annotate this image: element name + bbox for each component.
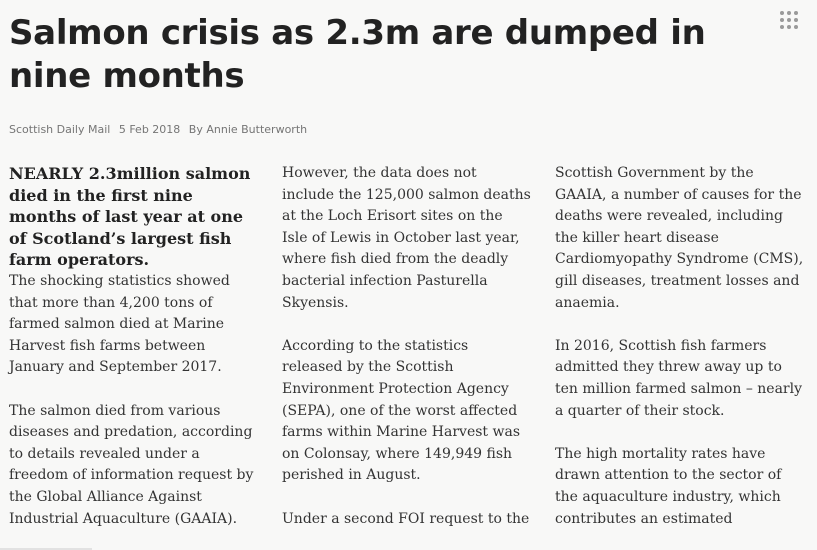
article-lead: NEARLY 2.3million salmon died in the first nine months of last year at one of Scotland’s largest fish farm operators.: [9, 164, 251, 270]
article-paragraph: The shocking statistics showed that more than 4,200 tons of farmed salmon died at Marine Harvest fish farms between January and September 2017.: [9, 272, 230, 376]
article-paragraph: In 2016, Scottish fish farmers admitted they threw away up to ten million farmed salmon – nearly a quarter of their stock.: [555, 337, 803, 419]
article-paragraph: Under a second FOI request to the: [282, 510, 530, 527]
article-column-3: [555, 163, 805, 530]
article-column-2: [282, 163, 532, 530]
author-name: By Annie Butterworth: [188, 123, 308, 136]
article-paragraph: The salmon died from various diseases and predation, according to details revealed under a freedom of information request by the Global Alliance Against Industrial Aquaculture (GAAIA).: [9, 402, 254, 527]
article-paragraph: However, the data does not include the 125,000 salmon deaths at the Loch Erisort sites on the Isle of Lewis in October last year, where fish died from the deadly bacterial infection Pasturella Skyensis.: [282, 165, 531, 311]
article-paragraph: Scottish Government by the GAAIA, a number of causes for the deaths were revealed, including the killer heart disease Cardiomyopathy Syndrome (CMS), gill diseases, treatment losses and anaemia.: [555, 165, 804, 311]
article-byline: [9, 123, 312, 136]
article-paragraph: The high mortality rates have drawn attention to the sector of the aquaculture industry, which contributes an estimated: [555, 445, 782, 527]
article-column-1: [9, 163, 259, 530]
source-name: Scottish Daily Mail: [9, 123, 111, 136]
article-headline: Salmon crisis as 2.3m are dumped in nine months: [9, 13, 706, 96]
publish-date: 5 Feb 2018: [118, 123, 181, 136]
grid-menu-icon[interactable]: [780, 11, 800, 31]
article-paragraph: According to the statistics released by the Scottish Environment Protection Agency (SEPA), one of the worst affected farms within Marine Harvest was on Colonsay, where 149,949 fish perished in August.: [282, 337, 520, 484]
